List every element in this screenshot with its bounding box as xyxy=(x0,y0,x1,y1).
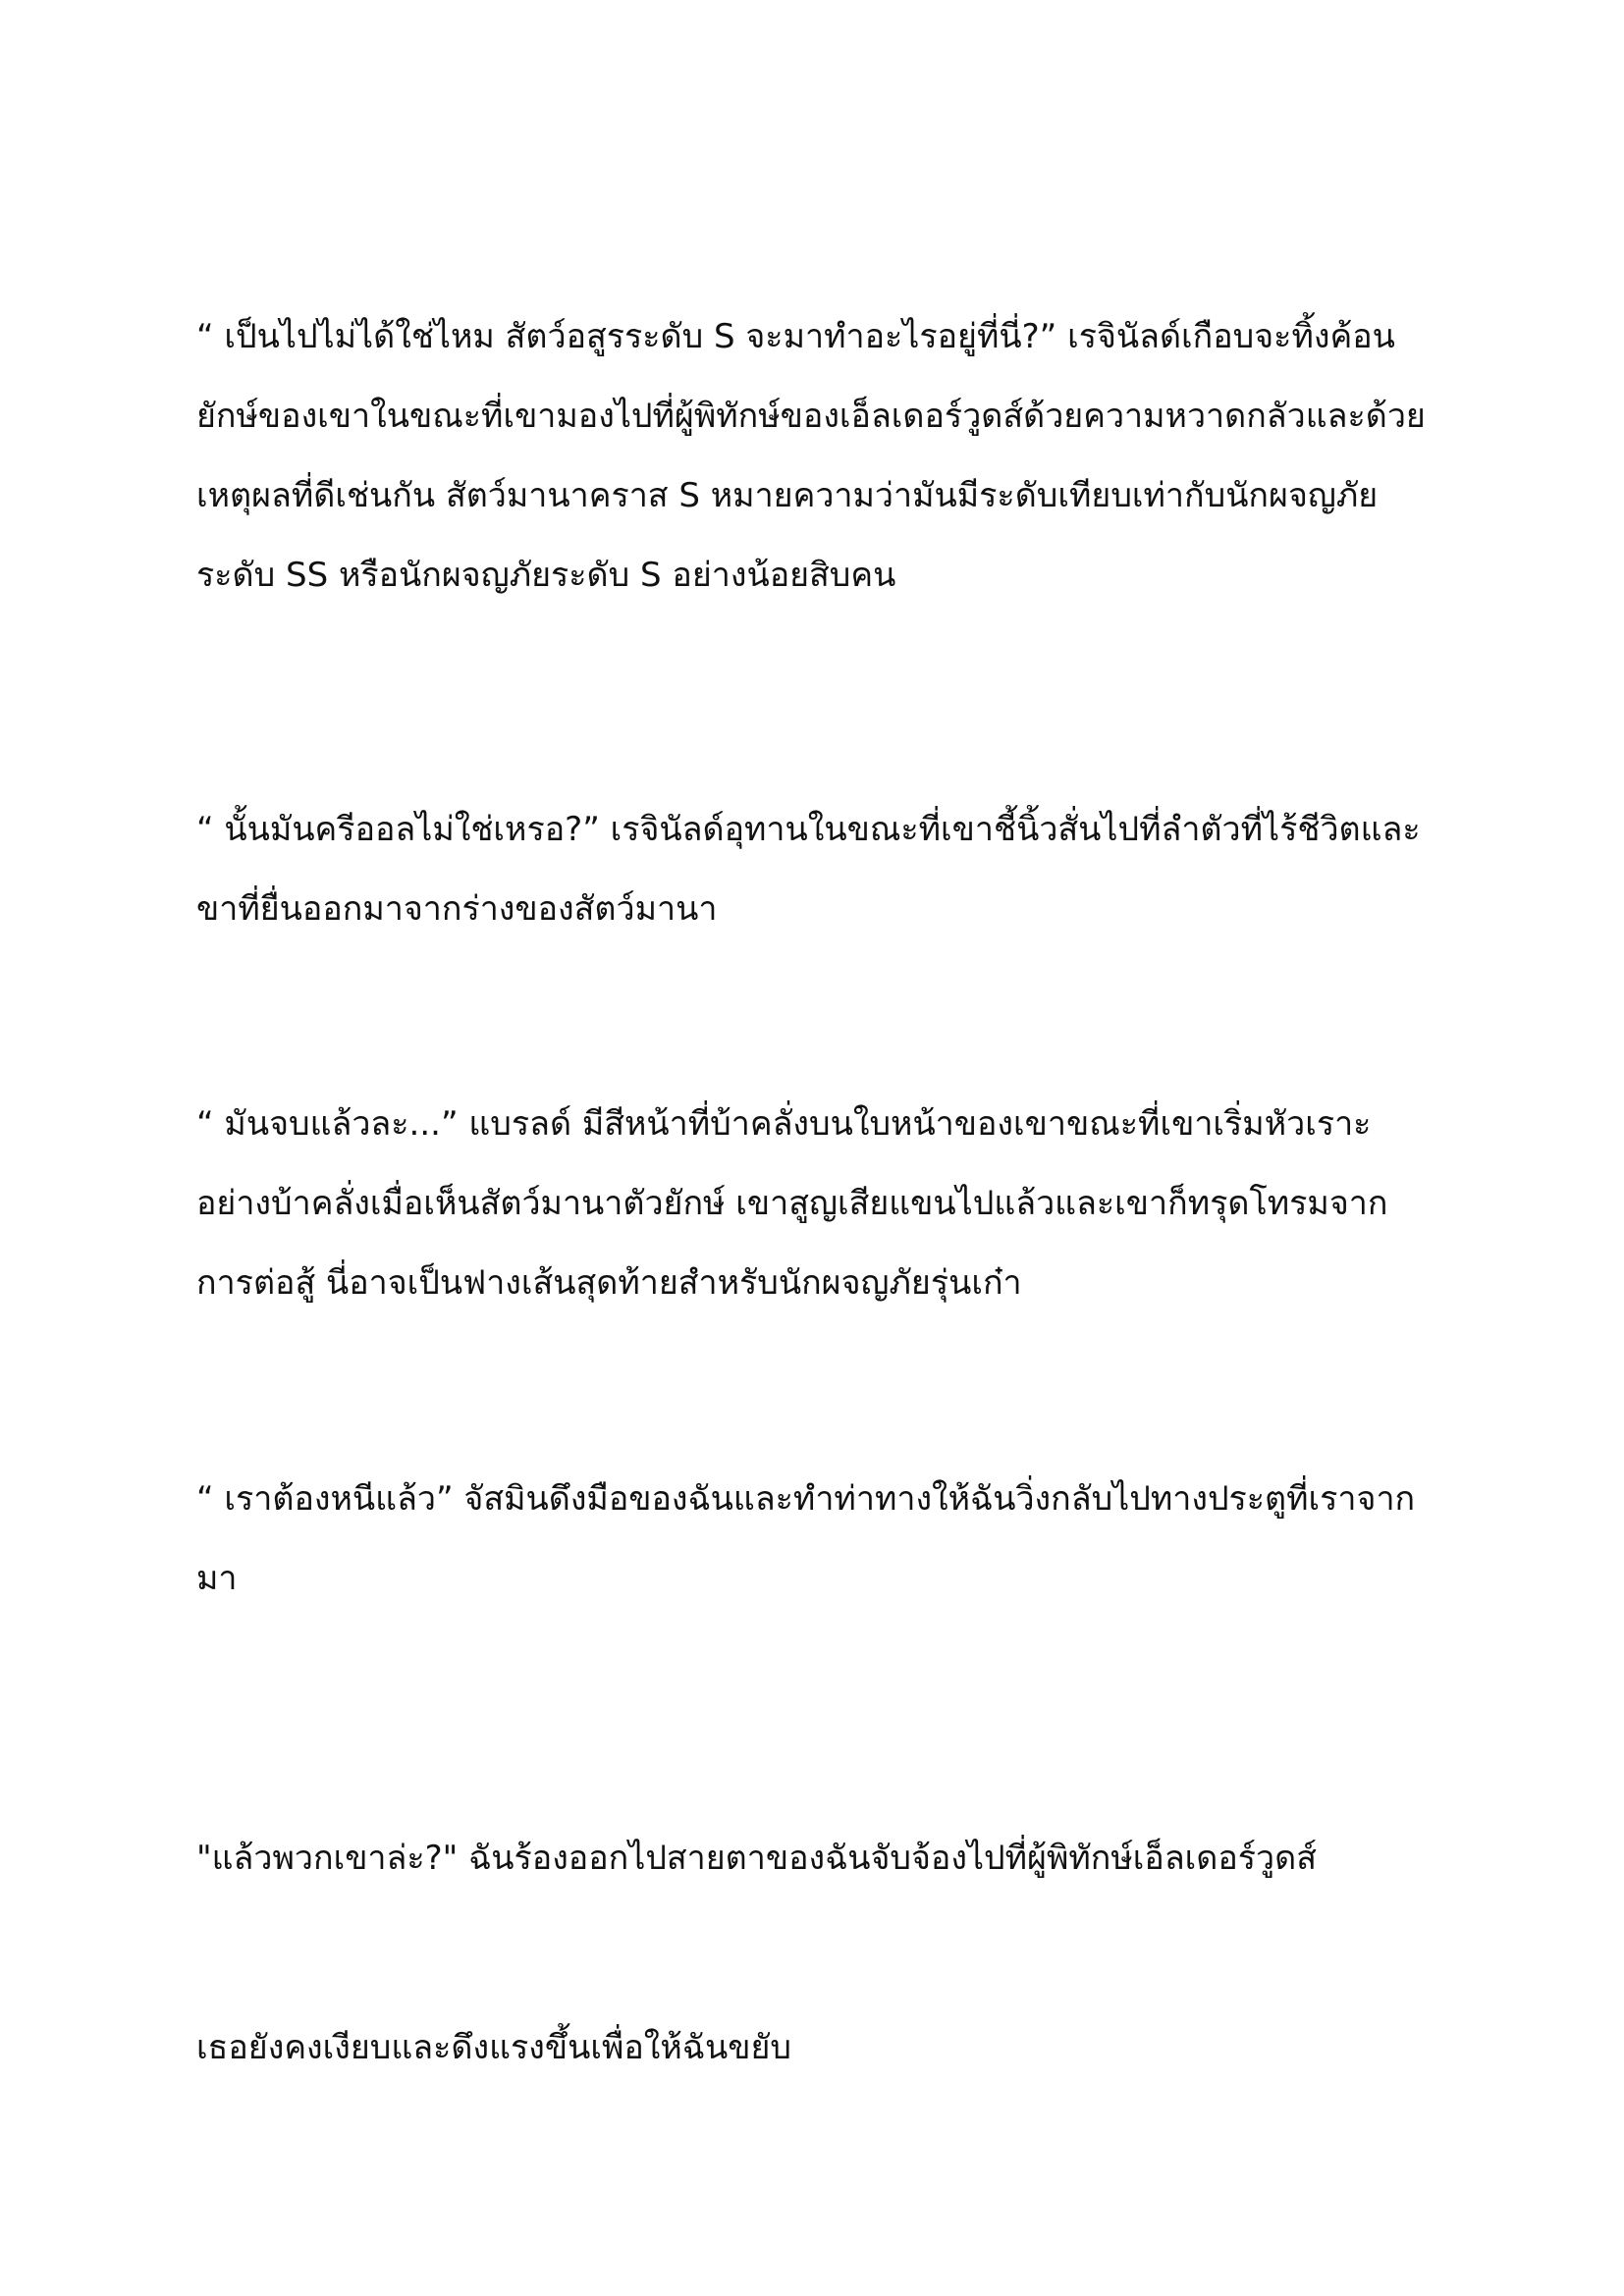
paragraph-6: เธอยังคงเงียบและดึงแรงขึ้นเพื่อให้ฉันขยับ xyxy=(196,2028,791,2067)
paragraph-3: “ มันจบแล้วละ...” แบรลด์ มีสีหน้าที่บ้าคลั่งบนใบหน้าของเขาขณะที่เขาเริ่มหัวเราะอย่างบ้าคลั่งเมื่อเห็นสัตว์มานาตัวยักษ์ เขาสูญเสียแขนไปแล้วและเขาก็ทรุดโทรมจากการต่อสู้ นี่อาจเป็นฟางเส้นสุดท้ายสำหรับนักผจญภัยรุ่นเก๋า xyxy=(196,1104,1388,1303)
paragraph-2: “ นั้นมันครีออลไม่ใช่เหรอ?” เรจินัลด์อุทานในขณะที่เขาชี้นิ้วสั่นไปที่ลำตัวที่ไร้ชีวิตและขาที่ยื่นออกมาจากร่างของสัตว์มานา xyxy=(196,810,1421,929)
paragraph-1: “ เป็นไปไม่ได้ใช่ไหม สัตว์อสูรระดับ S จะมาทำอะไรอยู่ที่นี่?” เรจินัลด์เกือบจะทิ้งค้อนยักษ์ของเขาในขณะที่เขามองไปที่ผู้พิทักษ์ของเอ็ลเดอร์วูดส์ด้วยความหวาดกลัวและด้วยเหตุผลที่ดีเช่นกัน สัตว์มานาคราส S หมายความว่ามันมีระดับเทียบเท่ากับนักผจญภัยระดับ SS หรือนักผจญภัยระดับ S อย่างน้อยสิบคน xyxy=(196,317,1426,595)
paragraph-4: “ เราต้องหนีแล้ว” จัสมินดึงมือของฉันและทำท่าทางให้ฉันวิ่งกลับไปทางประตูที่เราจากมา xyxy=(196,1479,1416,1598)
paragraph-5: "แล้วพวกเขาล่ะ?" ฉันร้องออกไปสายตาของฉันจับจ้องไปที่ผู้พิทักษ์เอ็ลเดอร์วูดส์ xyxy=(196,1839,1317,1878)
